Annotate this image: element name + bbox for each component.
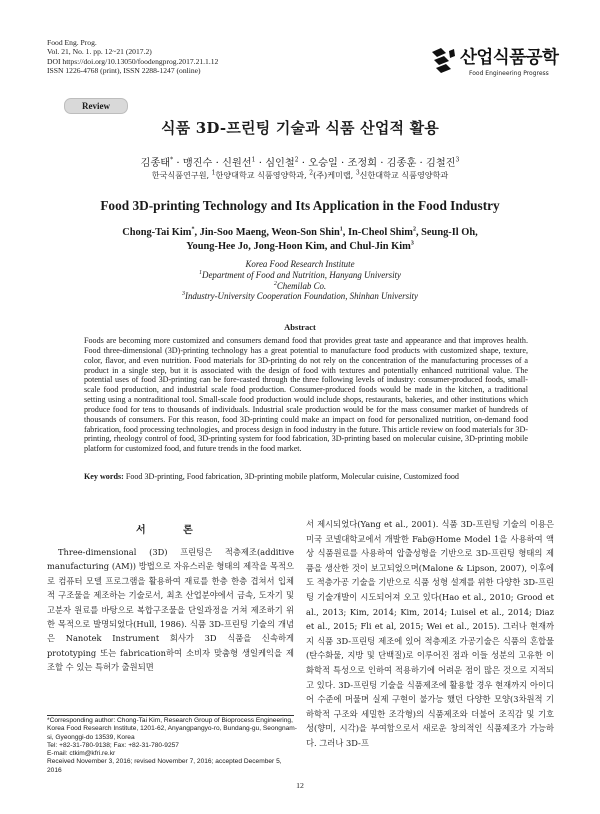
keywords bbox=[84, 472, 528, 481]
journal-info bbox=[47, 38, 218, 76]
author-en: Young-Hee Jo bbox=[186, 241, 249, 253]
journal-doi: DOI https://doi.org/10.13050/foodengprog.2017.21.1.12 bbox=[47, 56, 219, 66]
author-ko: 김종태* bbox=[140, 156, 174, 169]
author-en: Jong-Hoon Kim bbox=[253, 241, 325, 253]
author-ko: 오승일 bbox=[308, 158, 338, 169]
body-paragraph: 서 제시되었다(Yang et al., 2001). 식품 3D-프린팅 기술의 이용은 미국 코넬대학교에서 개발한 Fab@Home Model 1을 사용하여 액상 식품원료를 사용하여 압출성형을 기반으로 3D-프린팅 형태의 제품을 생산한 것이 보고되었으며(Malone & Lipson, 2007), 이후에도 적층가공 기술을 기반으로 식품 성형 설계를 위한 다양한 3D-프린팅 기술개발이 시도되어져 오고 있다(Hao et al., 2010; Grood et al., 2013; Kim, 2014; Kim, 2014; Luisel et al., 2014; Diaz et al., 2015; Fli et al, 2015; Wei et al., 2015). 그러나 현재까지 식품 3D-프린팅 제조에 있어 적층제조 가공기술은 식품의 혼합물(탄수화물, 지방 및 단백질)로 이루어진 점과 이들 성분의 고유한 이화학적 특성으로 인하여 적용하기에 어려운 점이 많은 것으로 지적되고 있다. 3D-프린팅 기술을 식품제조에 활용할 경우 현재까지 아이디어 수준에 머물며 실제 구현이 불가능 했던 다양한 모양(3차원적 기하학적 구조와 세밀한 조각형)의 식품제조와 더불어 조직감 및 기호성(향미, 시각)을 부여함으로서 새로운 창의적인 식품제조가 가능하다. 그러나 3D-프 bbox=[306, 519, 554, 748]
affiliations-english bbox=[0, 259, 600, 302]
affiliation-en: Korea Food Research Institute bbox=[245, 259, 355, 269]
body-column-left bbox=[47, 545, 294, 675]
footnote-tel-fax: Tel: +82-31-780-9138; Fax: +82-31-780-9257 bbox=[47, 741, 179, 749]
page-number: 12 bbox=[296, 781, 304, 790]
body-paragraph: Three-dimensional (3D) 프린팅은 적층제조(additive manufacturing (AM)) 방법으로 자유스러운 형태의 제작을 목적으로 컴퓨터 모델 프로그램을 활용하여 재료를 한층 한층 겹쳐서 입체적 구조물을 제조하는 기술로서, 최초 산업분야에서 금속, 도자기 및 고분자 원료를 바탕으로 복합구조물을 단일과정을 거쳐 제조하기 위한 목적으로 발명되었다(Hull, 1986). 식품 3D-프린팅 기술의 개념은 Nanotek Instrument 회사가 3D 식품을 신속하게 prototyping 또는 fabrication하여 소비자 맞춤형 생일케익을 제조할 수 있는 특허가 출원되면 bbox=[47, 547, 294, 673]
journal-logo bbox=[429, 44, 559, 94]
journal-issn: ISSN 1226-4768 (print), ISSN 2288-1247 (online) bbox=[47, 66, 201, 76]
author-en: Weon-Son Shin$^1$ bbox=[271, 226, 343, 238]
footnote-corresponding-author: *Corresponding author: Chong-Tai Kim, Research Group of Bioprocess Engineering, Korea Food Research Institute, 1201-62, Anyangpangyo-ro, Bundang-gu, Seongnam-si, Gyeonggi-do 13539, Korea bbox=[47, 717, 297, 741]
author-ko: 심인철$^2$ bbox=[265, 156, 299, 169]
review-badge: Review bbox=[64, 98, 128, 114]
affiliation-en: $^1$Department of Food and Nutrition, Hanyang University bbox=[199, 269, 401, 280]
abstract-heading: Abstract bbox=[284, 322, 316, 332]
affiliation-ko: $^1$한양대학교 식품영양학과 bbox=[211, 169, 305, 180]
authors-english bbox=[0, 226, 600, 254]
author-ko: 김철진$^3$ bbox=[426, 156, 460, 169]
authors-en-line-1: Chong-Tai Kim*, Jin-Soo Maeng, Weon-Son Shin$^1$, In-Cheol Shim$^2$, Seung-Il Oh, bbox=[122, 226, 478, 238]
section-heading-introduction: 서 론 bbox=[136, 525, 210, 536]
affiliation-ko: $^2$(주)케미랩 bbox=[309, 169, 351, 180]
logo-title: 산업식품공학 bbox=[460, 48, 559, 68]
footnote-divider bbox=[47, 715, 294, 716]
affiliation-ko: $^3$신한대학교 식품영양학과 bbox=[355, 169, 449, 180]
author-ko: 조정희 bbox=[347, 158, 378, 169]
footnote bbox=[47, 717, 297, 775]
footnote-received: Received November 3, 2016; revised November 7, 2016; accepted December 5, 2016 bbox=[47, 758, 282, 774]
footnote-email: E-mail: ctkim@kfri.re.kr bbox=[47, 750, 116, 758]
keywords-label: Key words: bbox=[84, 472, 124, 481]
affiliation-ko: 한국식품연구원 bbox=[151, 170, 207, 180]
logo-subtitle: Food Engineering Progress bbox=[469, 70, 549, 77]
author-en: Chong-Tai Kim* bbox=[122, 226, 195, 238]
affiliations-korean: 한국식품연구원, $^1$한양대학교 식품영양학과, $^2$(주)케미랩, $^3$신한대학교 식품영양학과 bbox=[151, 169, 449, 180]
author-ko: 맹진수 bbox=[182, 158, 213, 169]
affiliation-en: $^2$Chemilab Co. bbox=[273, 280, 327, 291]
author-en: Seung-Il Oh bbox=[421, 227, 476, 238]
affiliation-en: $^3$Industry-University Cooperation Foundation, Shinhan University bbox=[182, 291, 418, 302]
authors-en-line-2: Young-Hee Jo, Jong-Hoon Kim, and Chul-Jin Kim$^3$ bbox=[186, 240, 414, 253]
author-ko: 신원선$^1$ bbox=[222, 156, 256, 169]
authors-korean: 김종태* · 맹진수 · 신원선$^1$ · 심인철$^2$ · 오승일 · 조정희 · 김종훈 · 김철진$^3$ bbox=[140, 156, 460, 169]
author-ko: 김종훈 bbox=[386, 158, 417, 169]
journal-volume: Vol. 21, No. 1. pp. 12~21 (2017.2) bbox=[47, 47, 152, 57]
body-column-right bbox=[306, 517, 554, 751]
title-korean: 식품 3D-프린팅 기술과 식품 산업적 활용 bbox=[160, 119, 439, 137]
title-english: Food 3D-printing Technology and Its Application in the Food Industry bbox=[100, 198, 500, 213]
author-en: Chul-Jin Kim$^3$ bbox=[349, 240, 414, 253]
keywords-list: Food 3D-printing, Food fabrication, 3D-printing mobile platform, Molecular cuisine, Customized food bbox=[125, 472, 459, 481]
author-en: In-Cheol Shim$^2$ bbox=[347, 226, 416, 238]
food-engineering-logo-icon bbox=[429, 47, 457, 79]
abstract-body: Foods are becoming more customized and consumers demand food that provides great taste and appearance and that improves health. Food three-dimensional (3D)-printing technology has a great potential to manufacture food products with customized shape, texture, color, flavor, and even nutrition. Food materials for 3D-printing do not rely on the concentration of the manufacturing processes of a product in a single step, but it is associated with the design of food with textures and potentially enhanced nutritional value. The potential uses of food 3D-printing can be fore-casted through the three following levels of industry: consumer-produced foods, small-scale food production, and industrial scale food production. Consumer-produced foods would be made in the kitchen, a traditional setting using a nontraditional tool. Small-scale food production would include shops, restaurants, bakeries, and other institutions which produce food for tens to thousands of individuals. Industrial scale production would be for the mass consumer market of hundreds of thousands of consumers. For this reason, food 3D-printing could make an impact on food for personalized nutrition, on-demand food fabrication, food processing technologies, and process design in food industry in the future. This article review on food materials for 3D-printing, rheology control of food, 3D-printing system for food fabrication, 3D-printing based on molecular cuisine, 3D-printing mobile platform for customized food, and future trends in the food market. bbox=[84, 336, 528, 454]
journal-name: Food Eng. Prog. bbox=[47, 38, 97, 47]
author-en: Jin-Soo Maeng bbox=[199, 227, 267, 238]
